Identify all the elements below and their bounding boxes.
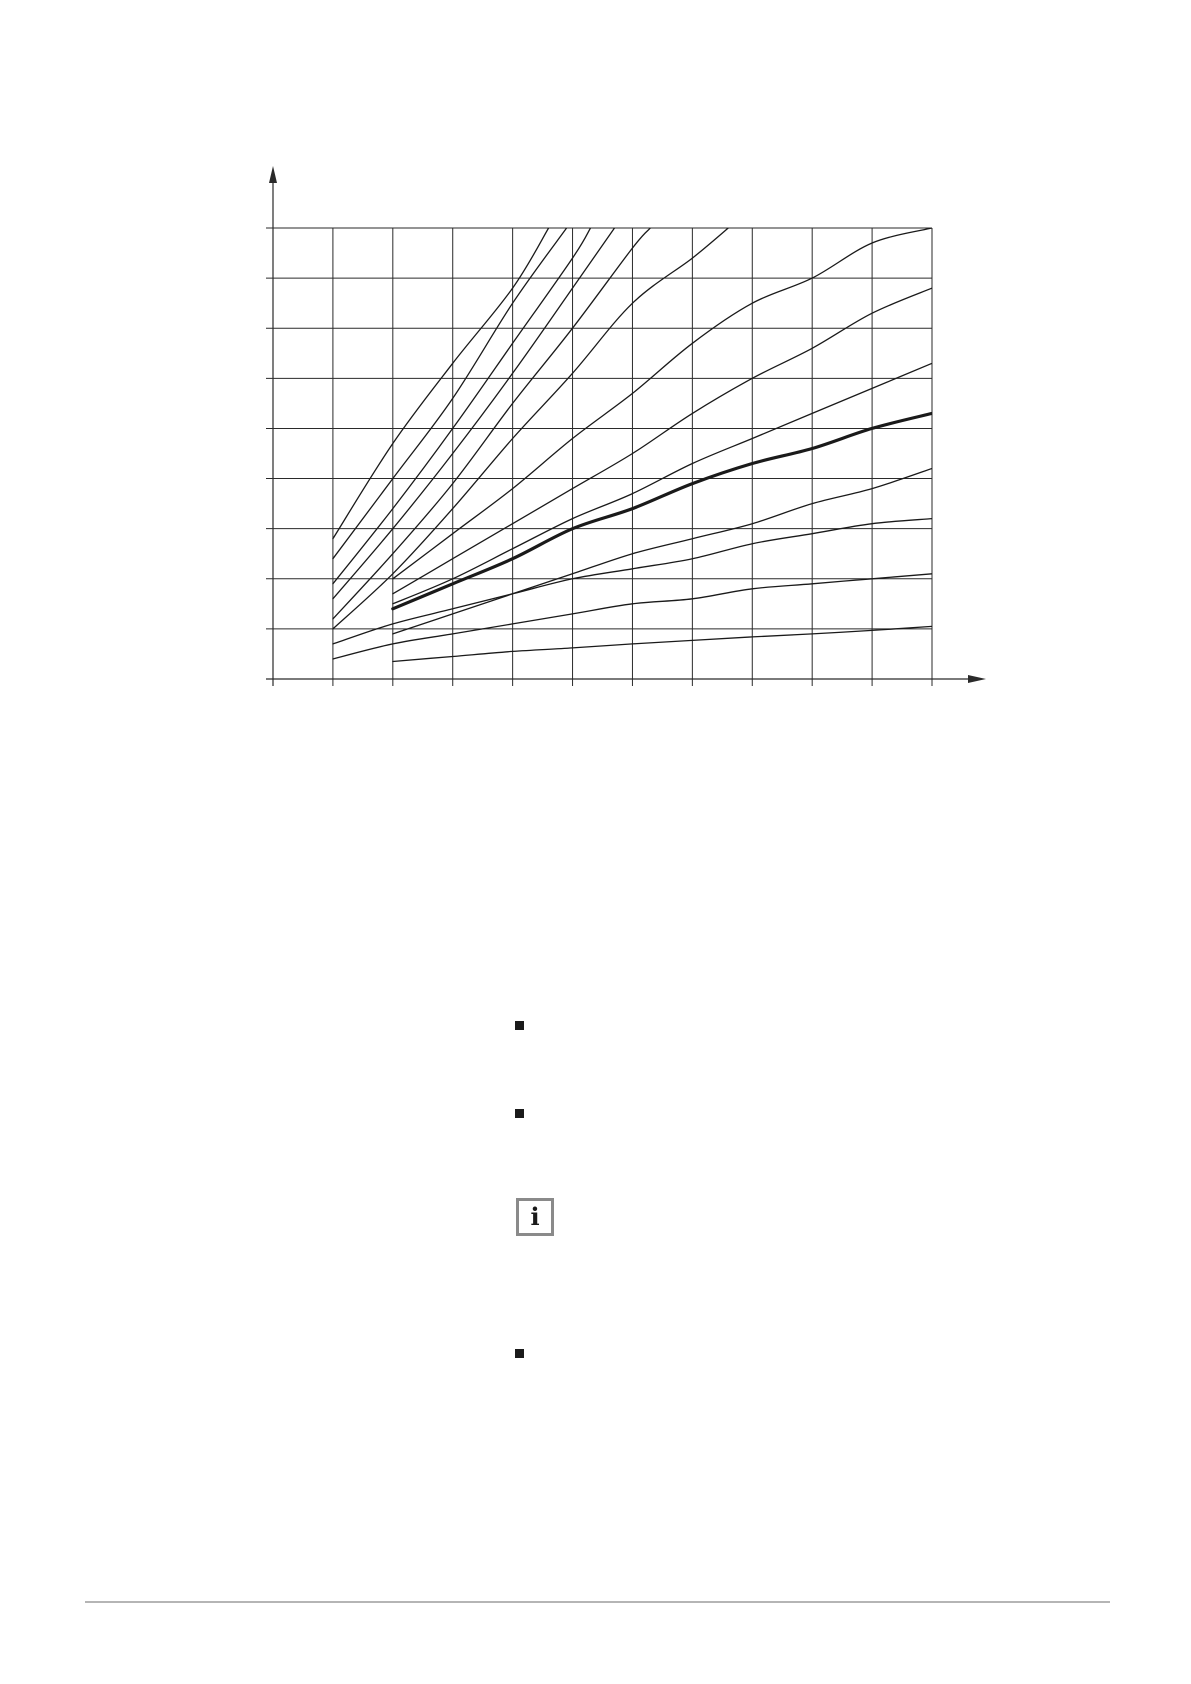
y-axis-arrow	[269, 166, 277, 183]
footer-divider	[85, 1601, 1110, 1603]
heating-curve-7	[393, 228, 932, 579]
square-bullet-icon	[515, 1349, 524, 1358]
heating-curve-chart	[0, 0, 1191, 720]
heating-curve-2	[333, 228, 567, 559]
heating-curve-1	[333, 228, 549, 539]
heating-curve-14	[393, 626, 932, 661]
square-bullet-icon	[515, 1021, 524, 1030]
chart-grid	[266, 228, 932, 686]
heating-curve-5	[333, 228, 651, 619]
info-icon	[516, 1198, 554, 1236]
heating-curve-3	[333, 228, 591, 584]
heating-curve-highlighted	[393, 413, 932, 608]
x-axis-arrow	[968, 675, 986, 683]
heating-curve-11	[393, 469, 932, 634]
square-bullet-icon	[515, 1109, 524, 1118]
info-glyph: i	[530, 1202, 540, 1231]
heating-curve-8	[393, 288, 932, 594]
